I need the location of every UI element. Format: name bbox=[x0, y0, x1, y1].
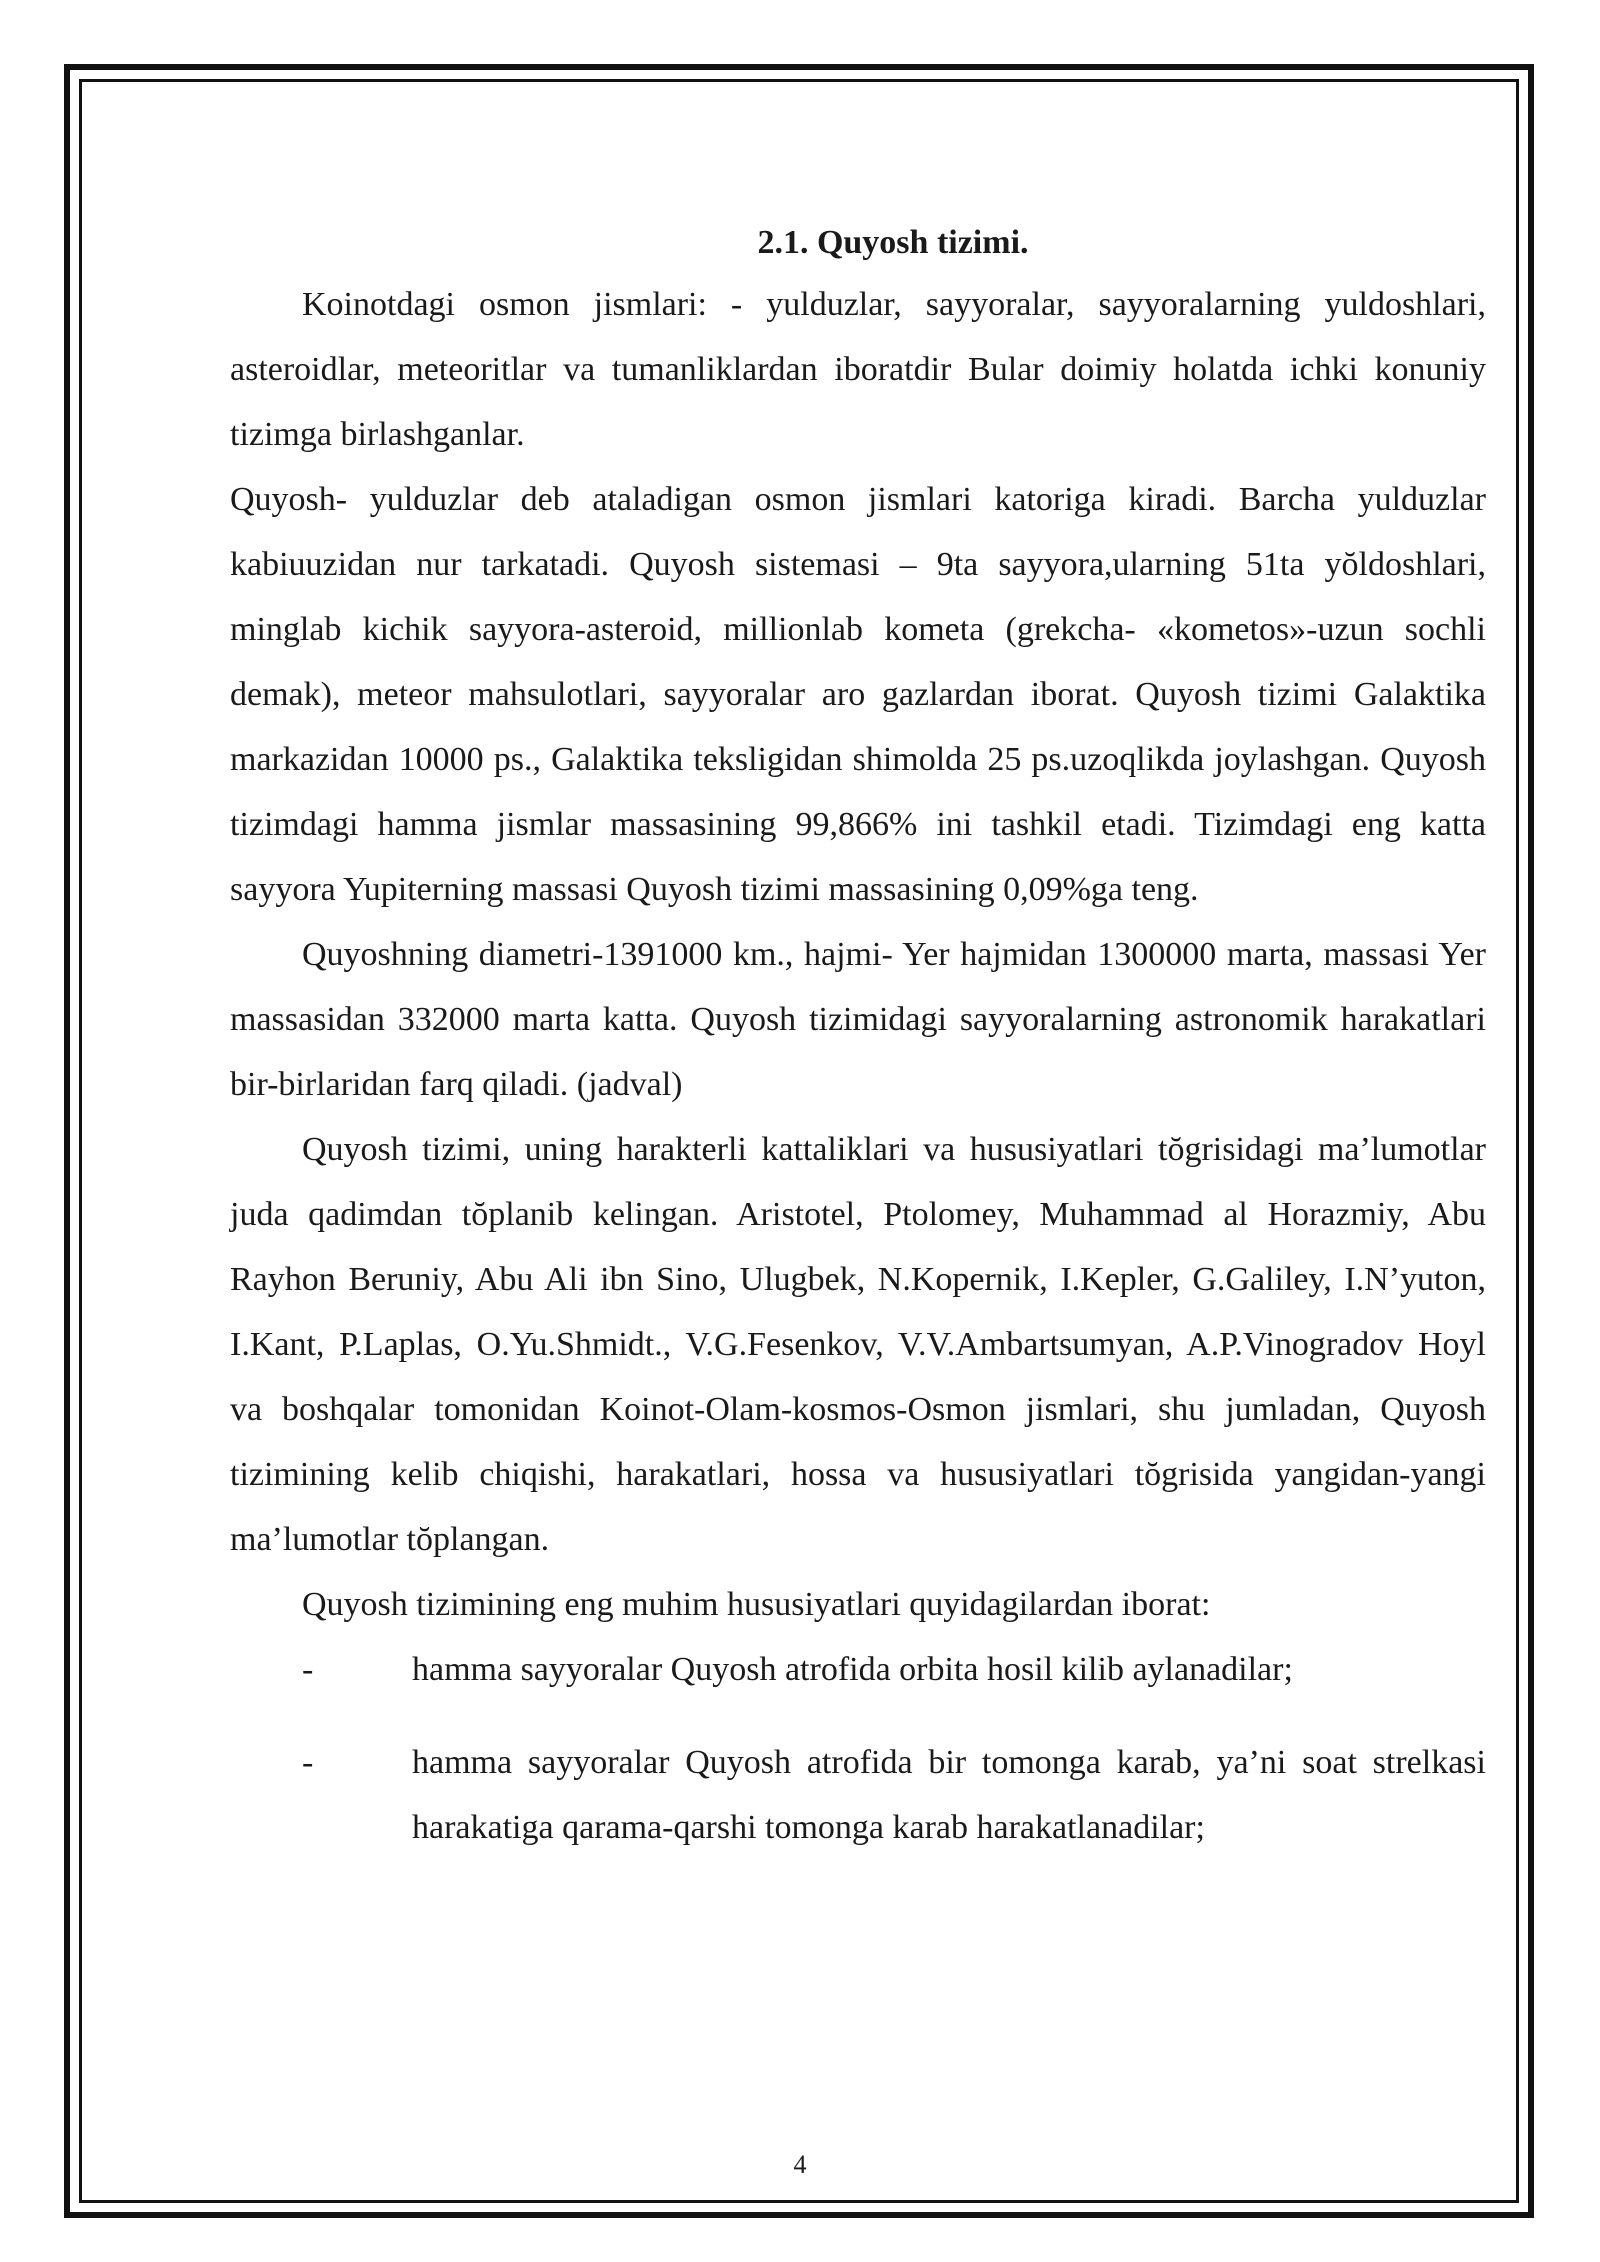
paragraph-celestial-bodies: Koinotdagi osmon jismlari: - yulduzlar, sayyoralar, sayyoralarning yuldoshlari, asteroidlar, meteoritlar va tumanliklardan iboratdir Bular doimiy holatda ichki konuniy tizimga birlashganlar. bbox=[230, 286, 1486, 453]
paragraph-sun-diameter: Quyoshning diametri-1391000 km., hajmi- Yer hajmidan 1300000 marta, massasi Yer massasidan 332000 marta katta. Quyosh tizimidagi sayyoralarning astronomik harakatlari bir-birlaridan farq qiladi. (jadval) bbox=[230, 936, 1486, 1103]
page-number: 4 bbox=[793, 2150, 807, 2179]
paragraph-history: Quyosh tizimi, uning harakterli kattaliklari va hususiyatlari tŏgrisidagi ma’lumotlar juda qadimdan tŏplanib kelingan. Aristotel, Ptolomey, Muhammad al Horazmiy, Abu Rayhon Beruniy, Abu Ali ibn Sino, Ulugbek, N.Kopernik, I.Kepler, G.Galiley, I.N’yuton, I.Kant, P.Laplas, O.Yu.Shmidt., V.G.Fesenkov, V.V.Ambartsumyan, A.P.Vinogradov Hoyl va boshqalar tomonidan Koinot-Olam-kosmos-Osmon jismlari, shu jumladan, Quyosh tizimining kelib chiqishi, harakatlari, hossa va hususiyatlari tŏgrisida yangidan-yangi ma’lumotlar tŏplangan. bbox=[230, 1131, 1486, 1558]
document-body bbox=[230, 214, 1486, 1860]
bullet-text: hamma sayyoralar Quyosh atrofida orbita hosil kilib aylanadilar; bbox=[412, 1651, 1293, 1688]
bullet-item bbox=[230, 1730, 1486, 1860]
bullet-text: hamma sayyoralar Quyosh atrofida bir tomonga karab, ya’ni soat strelkasi harakatiga qarama-qarshi tomonga karab harakatlanadilar; bbox=[412, 1744, 1486, 1846]
bullet-item bbox=[230, 1637, 1486, 1702]
paragraph-properties-intro: Quyosh tizimining eng muhim hususiyatlari quyidagilardan iborat: bbox=[302, 1586, 1211, 1623]
bullet-dash: - bbox=[302, 1651, 314, 1688]
paragraph-sun-star: Quyosh- yulduzlar deb ataladigan osmon jismlari katoriga kiradi. Barcha yulduzlar kabiuuzidan nur tarkatadi. Quyosh sistemasi – 9ta sayyora,ularning 51ta yŏldoshlari, minglab kichik sayyora-asteroid, millionlab kometa (grekcha- «kometos»-uzun sochli demak), meteor mahsulotlari, sayyoralar aro gazlardan iborat. Quyosh tizimi Galaktika markazidan 10000 ps., Galaktika teksligidan shimolda 25 ps.uzoqlikda joylashgan. Quyosh tizimdagi hamma jismlar massasining 99,866% ini tashkil etadi. Tizimdagi eng katta sayyora Yupiterning massasi Quyosh tizimi massasining 0,09%ga teng. bbox=[230, 481, 1486, 908]
bullet-dash: - bbox=[302, 1744, 314, 1781]
section-heading: 2.1. Quyosh tizimi. bbox=[757, 224, 1029, 261]
